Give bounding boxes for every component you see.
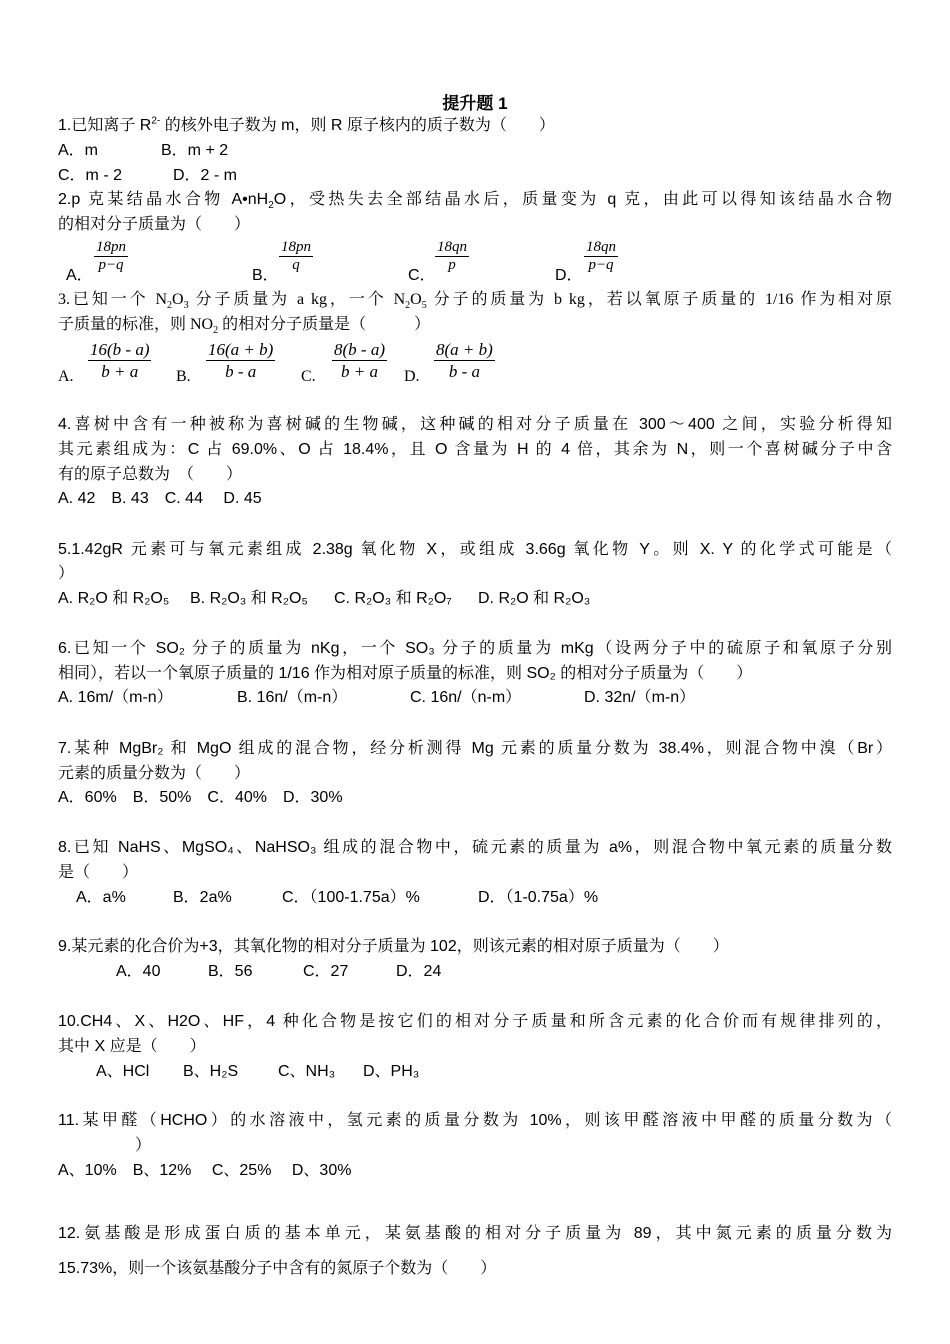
- q1-options-row2: [58, 166, 237, 186]
- q11-stem-line2: ）: [135, 1137, 152, 1154]
- q3-option-a-label: A.: [58, 368, 74, 385]
- q6-option-c: C. 16n/（n-m）: [410, 689, 522, 706]
- q8-option-b: B．2a%: [173, 889, 232, 906]
- q2-stem-line2: 的相对分子质量为（ ）: [58, 216, 251, 233]
- q3-option-c-denominator: b + a: [341, 362, 378, 381]
- q7-stem-line2: 元素的质量分数为（ ）: [58, 765, 251, 782]
- q10-stem-line2: 其中 X 应是（ ）: [58, 1038, 206, 1055]
- q8-stem-line1: 8.已知 NaHS、MgSO₄、NaHSO₃ 组成的混合物中，硫元素的质量为 a%，则混合物中氧元素的质量分数: [58, 839, 892, 856]
- q11-options: A、10% B、12% C、25% D、30%: [58, 1162, 352, 1179]
- q4-stem-line1: 4.喜树中含有一种被称为喜树碱的生物碱，这种碱的相对分子质量在 300～400 之间，实验分析得知: [58, 416, 892, 433]
- q10-option-b: B、H₂S: [183, 1063, 239, 1080]
- q3-option-c-numerator: 8(b - a): [334, 340, 385, 359]
- q1-option-c: C．m - 2: [58, 167, 123, 184]
- q3-option-a-denominator: b + a: [101, 362, 139, 381]
- q2-option-a-label: A．: [66, 267, 93, 284]
- q2-stem-line1: 2.p 克某结晶水合物 $A•nH_2O$，受热失去全部结晶水后，质量变为 q 克，由此可以得知该结晶水合物: [58, 191, 892, 212]
- q1-option-b: B．m + 2: [161, 142, 229, 159]
- q3-stem-line2: 子质量的标准，则 $NO_2$ 的相对分子质量是（ ）: [58, 316, 431, 337]
- q4-options: A. 42 B. 43 C. 44 D. 45: [58, 490, 262, 507]
- q3-stem-line1: 3.已知一个 $N_2O_3$ 分子质量为 a kg，一个 $N_2O_5$ 分子的质量为 b kg，若以氧原子质量的 1/16 作为相对原: [58, 291, 892, 312]
- q3-option-d-denominator: b - a: [448, 362, 480, 381]
- q4-stem-line2: 其元素组成为：C 占 69.0%、O 占 18.4%，且 O 含量为 H 的 4 倍，其余为 N，则一个喜树碱分子中含: [58, 441, 892, 458]
- q5-stem-line2: ）: [58, 565, 75, 582]
- q10-option-a: A、HCl: [96, 1063, 150, 1080]
- q11-stem-line1: 11.某甲醛（HCHO）的水溶液中，氢元素的质量分数为 10%，则该甲醛溶液中甲醛的质量分数为（: [58, 1112, 892, 1129]
- q3-option-c-fraction: [332, 340, 387, 381]
- q9-option-b: B．56: [208, 963, 253, 980]
- q10-stem-line1: 10.CH4、X、H2O、HF，4 种化合物是按它们的相对分子质量和所含元素的化合价而有规律排列的，: [58, 1013, 892, 1030]
- q3-option-b-label: B.: [176, 368, 191, 385]
- q9-option-a: A．40: [116, 963, 161, 980]
- q1-option-d: D．2 - m: [173, 167, 238, 184]
- q9-option-d: D．24: [396, 963, 442, 980]
- q8-options: [76, 888, 598, 908]
- q5-options: [58, 589, 590, 609]
- q6-stem-line2: 相同），若以一个氧原子质量的 1/16 作为相对原子质量的标准，则 SO₂ 的相对分子质量为（ ）: [58, 665, 753, 682]
- q2-option-a-fraction: [94, 240, 128, 273]
- q9-option-c: C．27: [303, 963, 349, 980]
- q6-stem-line1: 6.已知一个 SO₂ 分子的质量为 nKg，一个 SO₃ 分子的质量为 mKg（设两分子中的硫原子和氧原子分别: [58, 640, 892, 657]
- q2-option-d-fraction: [584, 240, 618, 273]
- q5-stem-line1: 5.1.42gR 元素可与氧元素组成 2.38g 氧化物 X，或组成 3.66g 氧化物 Y。则 X. Y 的化学式可能是（: [58, 541, 892, 558]
- q8-option-d: D．（1-0.75a）%: [478, 889, 599, 906]
- q2-option-a-numerator: 18pn: [96, 239, 126, 255]
- q3-option-d-numerator: 8(a + b): [436, 340, 493, 359]
- q2-option-a-denominator: p−q: [98, 257, 124, 273]
- q1-option-a: A．m: [58, 142, 99, 159]
- page-title: 提升题 1: [442, 94, 508, 113]
- q2-option-d-numerator: 18qn: [586, 239, 616, 255]
- q2-option-d-label: D．: [555, 267, 583, 284]
- q10-options: [96, 1062, 419, 1082]
- q6-option-d: D. 32n/（m-n）: [584, 689, 696, 706]
- q7-stem-line1: 7.某种 MgBr₂ 和 MgO 组成的混合物，经分析测得 Mg 元素的质量分数为 38.4%，则混合物中溴（Br）: [58, 740, 892, 757]
- q8-option-c: C．（100-1.75a）%: [282, 889, 420, 906]
- q1-options-row1: [58, 141, 228, 161]
- q9-options: [116, 962, 441, 982]
- q4-stem-line3: 有的原子总数为 （ ）: [58, 466, 243, 483]
- q10-option-c: C、NH₃: [278, 1063, 336, 1080]
- q5-option-c: C. R₂O₃ 和 R₂O₇: [334, 590, 452, 607]
- q2-option-d-denominator: p−q: [588, 257, 614, 273]
- q8-option-a: A．a%: [76, 889, 126, 906]
- q5-option-d: D. R₂O 和 R₂O₃: [478, 590, 591, 607]
- q7-options: A．60% B．50% C．40% D．30%: [58, 789, 343, 806]
- q10-option-d: D、PH₃: [363, 1063, 420, 1080]
- q3-option-d-fraction: [434, 340, 495, 381]
- q2-option-b-denominator: q: [292, 257, 300, 273]
- q6-option-b: B. 16n/（m-n）: [237, 689, 348, 706]
- q8-stem-line2: 是（ ）: [58, 864, 139, 881]
- q1-stem: 1.已知离子 $R^{2-}$ 的核外电子数为 m，则 R 原子核内的质子数为（ ）: [58, 115, 555, 134]
- q3-option-b-fraction: [206, 340, 275, 381]
- q3-option-d-label: D.: [404, 368, 420, 385]
- q5-option-a: A. R₂O 和 R₂O₅: [58, 590, 170, 607]
- q9-stem: 9.某元素的化合价为+3，其氧化物的相对分子质量为 102，则该元素的相对原子质量为（ ）: [58, 938, 729, 955]
- q2-option-c-numerator: 18qn: [437, 239, 467, 255]
- q3-option-b-numerator: 16(a + b): [208, 340, 274, 359]
- q6-option-a: A. 16m/（m-n）: [58, 689, 173, 706]
- q12-stem-line1: 12.氨基酸是形成蛋白质的基本单元，某氨基酸的相对分子质量为 89，其中氮元素的质量分数为: [58, 1225, 892, 1242]
- q3-option-c-label: C.: [301, 368, 316, 385]
- q2-option-b-label: B．: [252, 267, 279, 284]
- q2-option-c-denominator: p: [448, 257, 456, 273]
- q3-option-b-denominator: b - a: [225, 362, 257, 381]
- q3-option-a-numerator: 16(b - a): [90, 340, 150, 359]
- q12-stem-line2: 15.73%，则一个该氨基酸分子中含有的氮原子个数为（ ）: [58, 1260, 497, 1277]
- q6-options: [58, 688, 695, 708]
- q2-option-b-fraction: [279, 240, 313, 273]
- q2-option-b-numerator: 18pn: [281, 239, 311, 255]
- q2-option-c-fraction: [435, 240, 469, 273]
- q5-option-b: B. R₂O₃ 和 R₂O₅: [190, 590, 308, 607]
- q2-option-c-label: C．: [408, 267, 436, 284]
- q3-option-a-fraction: [88, 340, 151, 381]
